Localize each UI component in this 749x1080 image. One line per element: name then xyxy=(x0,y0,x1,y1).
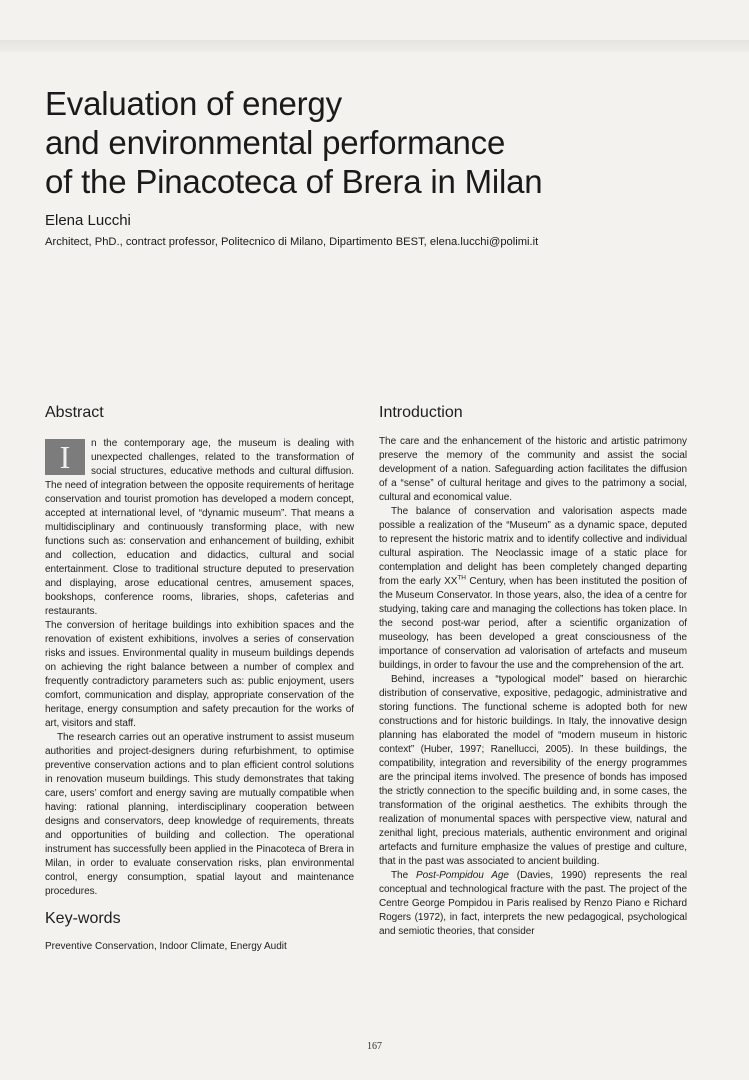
left-column xyxy=(45,400,354,954)
keywords-text: Preventive Conservation, Indoor Climate, Energy Audit xyxy=(45,941,287,952)
intro-paragraph-4-the: The xyxy=(391,870,416,881)
intro-paragraph-2 xyxy=(379,505,687,673)
header-band xyxy=(0,40,749,52)
intro-paragraph-4-rest: (Davies, 1990) represents the real conceptual and technological fracture with the past. The project of the Centre George Pompidou in Paris realised by Renzo Piano e Richard Rogers (1972), in fact, interprets the new pedagogical, psychological and semiotic theories, that consider xyxy=(379,870,688,937)
title-line-3: of the Pinacoteca of Brera in Milan xyxy=(45,163,543,200)
abstract-heading: Abstract xyxy=(45,404,104,421)
title-line-2: and environmental performance xyxy=(45,124,506,161)
abstract-paragraph-2: The conversion of heritage buildings into exhibition spaces and the renovation of existent exhibitions, involves a series of conservation risks and issues. Environmental quality in museum buildings depends on achieving the right balance between a number of complex and frequently contradictory parameters such as: public enjoyment, users comfort, communication and display, appropriate conservation of the heritage, energy consumption and safety precaution for the works of art, visitors and staff. xyxy=(45,620,354,729)
author-name: Elena Lucchi xyxy=(45,212,131,229)
author-affiliation: Architect, PhD., contract professor, Politecnico di Milano, Dipartimento BEST, elena.lucchi@polimi.it xyxy=(45,236,539,248)
keywords-heading: Key-words xyxy=(45,910,121,927)
drop-cap: I xyxy=(45,439,85,475)
right-column xyxy=(379,400,687,939)
abstract-paragraph-1: n the contemporary age, the museum is dealing with unexpected challenges, related to the transformation of social structures, educative methods and cultural diffusion. The need of integration between the opposite requirements of heritage conservation and tourist promotion has developed a modern concept, accepted at international level, of “dynamic museum”. That means a multidisciplinary and continuously transforming place, with new functions such as: conservation and enhancement of building, exhibit and collection, education and didactics, cultural and social entertainment. Close to traditional structure deputed to preservation and displaying, arose educational centres, amusement spaces, bookshops, conference rooms, libraries, shops, cafeterias and restaurants. xyxy=(45,438,354,617)
intro-paragraph-3: Behind, increases a “typological model” based on hierarchic distribution of conservative, expositive, pedagogic, administrative and storing functions. The functional scheme is adopted both for new constructions and for historic buildings. In Italy, the innovative design planning has elaborated the model of “modern museum in historic context” (Huber, 1997; Ranellucci, 2005). In these buildings, the compatibility, integration and reversibility of the energy programmes are the principal items involved. The presence of bonds has imposed the strictly connection to the specific building and, in some cases, the transformation of the original aesthetics. The exhibits through the realization of monumental spaces with perspective view, natural and zenithal light, precious materials, authentic environment and original artefacts and furniture emphasize the values of prestige and culture, that in the past was associated to ancient building. xyxy=(379,674,687,867)
intro-paragraph-2-a: The balance of conservation and valorisation aspects made possible a realization of the “Museum” as a dynamic space, deputed to represent the historic matrix and to identify collective and individual cultural aspiration. The Neoclassic image of a static place for contemplation and delight has been completely changed departing from the early XX xyxy=(379,506,687,587)
abstract-first-paragraph xyxy=(45,437,354,619)
title-line-1: Evaluation of energy xyxy=(45,85,342,122)
abstract-paragraph-3: The research carries out an operative instrument to assist museum authorities and project-designers during refurbishment, to optimise preventive conservation actions and to plan efficient control solutions in renovation museum buildings. This study demonstrates that taking care, users’ comfort and energy saving are mutually compatible when having: rational planning, interdisciplinary cooperation between designs and conservators, deep knowledge of requirements, threats and opportunities of building and collection. The operational instrument has successfully been applied in the Pinacoteca of Brera in Milan, in order to evaluate conservation risks, plan environmental control, energy consumption, spatial layout and maintenance procedures. xyxy=(45,732,354,897)
paper-title xyxy=(45,84,665,201)
post-pompidou-term: Post-Pompidou Age xyxy=(416,870,509,881)
page-number: 167 xyxy=(367,1041,382,1052)
intro-paragraph-2-b: Century, when has been instituted the position of the Museum Conservator. In those years, also, the idea of a centre for studying, taking care and managing the collections has token place. In the second post-war period, after a scientific organization of museology, has been developed a great consciousness of the importance of conservation ad valorisation of artefacts and museum buildings, in order to favour the use and the comprehension of the art. xyxy=(379,576,687,671)
introduction-heading: Introduction xyxy=(379,404,463,421)
intro-paragraph-1: The care and the enhancement of the historic and artistic patrimony preserve the memory of the community and assist the social development of a nation. Safeguarding action facilitates the diffusion of a “sense” of cultural heritage and gives to the patrimony a social, cultural and economical value. xyxy=(379,436,687,503)
intro-paragraph-4 xyxy=(379,869,687,939)
century-superscript: TH xyxy=(457,574,466,582)
